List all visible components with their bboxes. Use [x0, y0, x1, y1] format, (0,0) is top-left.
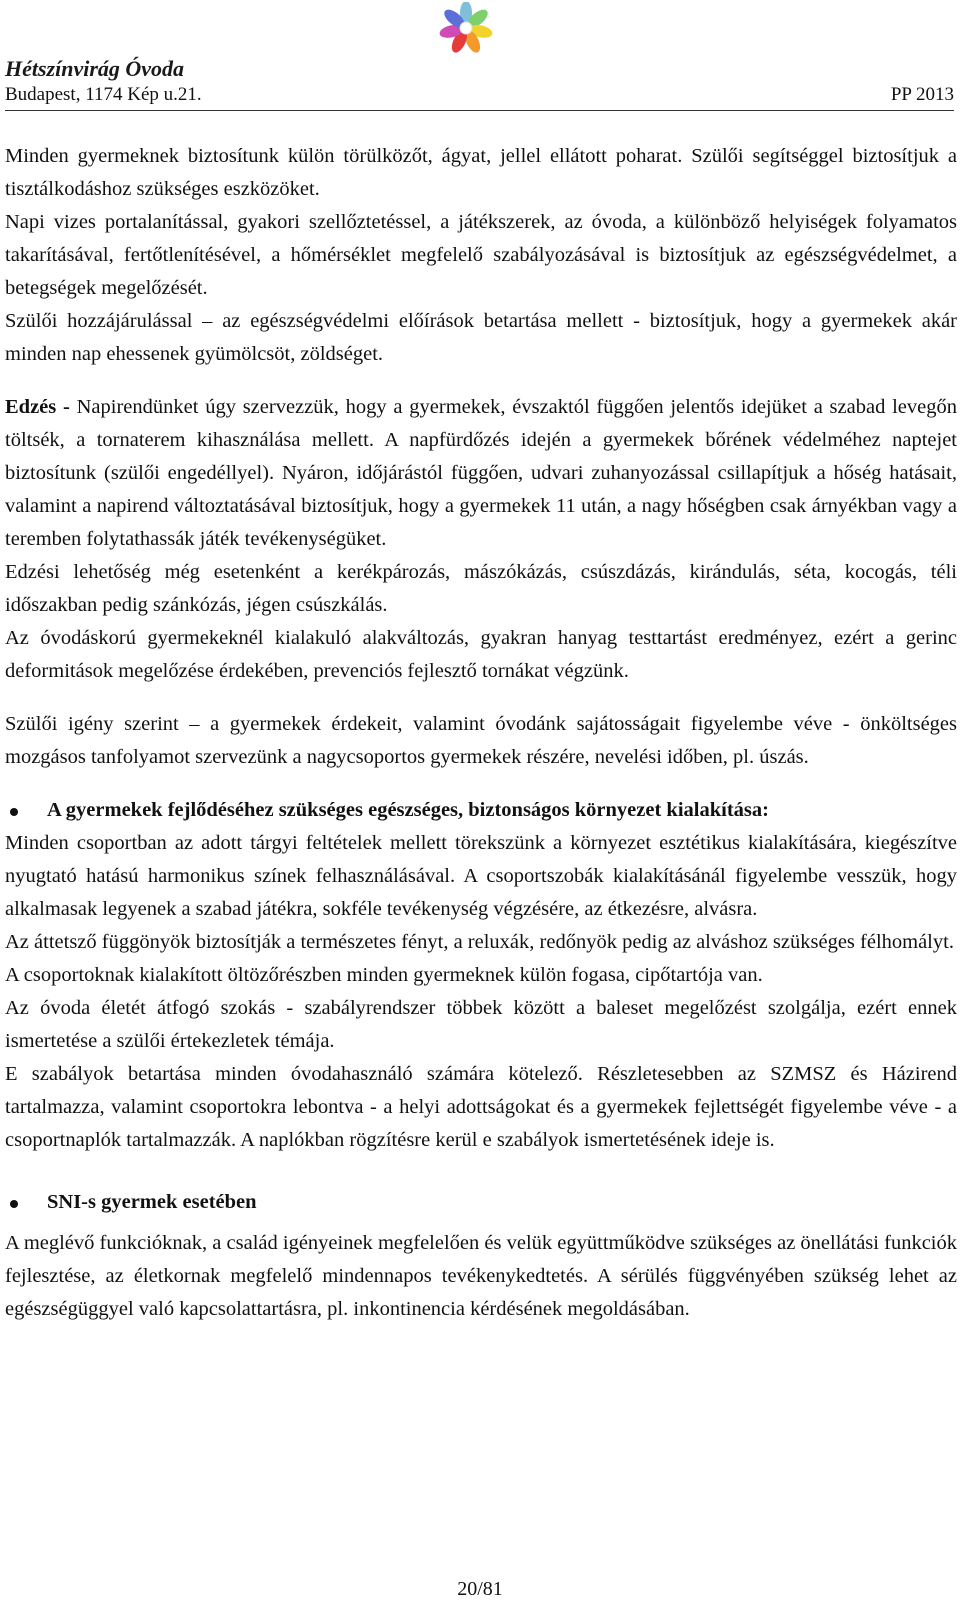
kindergarten-address: Budapest, 1174 Kép u.21.	[5, 84, 202, 105]
paragraph: Edzési lehetőség még esetenként a kerékpározás, mászókázás, csúszdázás, kirándulás, séta, kocogás, téli időszakban pedig szánkózás, jégen csúszkálás.	[5, 561, 957, 616]
page-header	[0, 0, 960, 113]
page-number: 20/81	[457, 1578, 503, 1600]
document-code: PP 2013	[890, 84, 954, 105]
header-divider	[5, 110, 954, 111]
document-body	[5, 140, 957, 1326]
paragraph: Szülői hozzájárulással – az egészségvédelmi előírások betartása mellett - biztosítjuk, hogy a gyermekek akár minden nap ehessenek gyümölcsöt, zöldséget.	[5, 310, 957, 365]
paragraph: Az áttetsző függönyök biztosítják a természetes fényt, a reluxák, redőnyök pedig az alváshoz szükséges félhomályt.	[5, 931, 954, 953]
edzes-text: Napirendünket úgy szervezzük, hogy a gyermekek, évszaktól függően jelentős idejüket a szabad levegőn töltsék, a tornaterem kihasználása mellett. A napfürdőzés idején a gyermekek bőrének védelméhez naptejet biztosítunk (szülői engedéllyel). Nyáron, időjárástól függően, udvari zuhanyozással csillapítjuk a hőség hatásait, valamint a napirend változtatásával biztosítjuk, hogy a gyermekek 11 után, a nagy hőségben csak árnyékban vagy a teremben folytathassák játék tevékenységüket.	[5, 396, 957, 550]
paragraph: E szabályok betartása minden óvodahasználó számára kötelező. Részletesebben az SZMSZ és Házirend tartalmazza, valamint csoportokra lebontva - a helyi adottságokat és a gyermekek fejlettségét figyelembe véve - a csoportnaplók tartalmazzák. A naplókban rögzítésre kerül e szabályok ismertetésének ideje is.	[5, 1063, 957, 1151]
heading-text: SNI-s gyermek esetében	[47, 1191, 257, 1213]
paragraph: Minden csoportban az adott tárgyi feltételek mellett törekszünk a környezet esztétikus kialakítására, kiegészítve nyugtató hatású harmonikus színek felhasználásával. A csoportszobák kialakításánál figyelembe vesszük, hogy alkalmasak legyenek a szabad játékra, sokféle tevékenység végzésére, az étkezésre, alvásra.	[5, 832, 957, 920]
seven-color-flower-logo-icon	[426, 2, 506, 56]
heading-text: A gyermekek fejlődéséhez szükséges egészséges, biztonságos környezet kialakítása:	[47, 799, 769, 821]
paragraph-edzes	[5, 391, 957, 556]
kindergarten-name: Hétszínvirág Óvoda	[5, 56, 185, 81]
paragraph: Napi vizes portalanítással, gyakori szellőztetéssel, a játékszerek, az óvoda, a különböző helyiségek folyamatos takarításával, fertőtlenítésével, a hőmérséklet megfelelő szabályozásával is biztosítjuk az egészségvédelmet, a betegségek megelőzését.	[5, 211, 957, 299]
section-heading-environment	[5, 794, 957, 827]
bullet-icon	[10, 1200, 18, 1208]
paragraph: A meglévő funkcióknak, a család igényeinek megfelelően és velük együttműködve szükséges az önellátási funkciók fejlesztése, az életkornak megfelelő mindennapos tevékenykedtetés. A sérülés függvényében szükség lehet az egészségüggyel való kapcsolattartásra, pl. inkontinencia kérdésének megoldásában.	[5, 1232, 957, 1320]
section-heading-sni	[5, 1186, 957, 1219]
edzes-label: Edzés -	[5, 396, 70, 418]
paragraph: A csoportoknak kialakított öltözőrészben minden gyermeknek külön fogasa, cipőtartója van.	[5, 964, 763, 986]
paragraph: Minden gyermeknek biztosítunk külön törülközőt, ágyat, jellel ellátott poharat. Szülői segítséggel biztosítjuk a tisztálkodáshoz szükséges eszközöket.	[5, 145, 957, 200]
bullet-icon	[10, 808, 18, 816]
paragraph: Az óvodáskorú gyermekeknél kialakuló alakváltozás, gyakran hanyag testtartást eredményez, ezért a gerinc deformitások megelőzése érdekében, prevenciós fejlesztő tornákat végzünk.	[5, 627, 957, 682]
paragraph: Szülői igény szerint – a gyermekek érdekeit, valamint óvodánk sajátosságait figyelembe véve - önköltséges mozgásos tanfolyamot szervezünk a nagycsoportos gyermekek részére, nevelési időben, pl. úszás.	[5, 713, 957, 768]
paragraph: Az óvoda életét átfogó szokás - szabályrendszer többek között a baleset megelőzést szolgálja, ezért ennek ismertetése a szülői értekezletek témája.	[5, 997, 957, 1052]
